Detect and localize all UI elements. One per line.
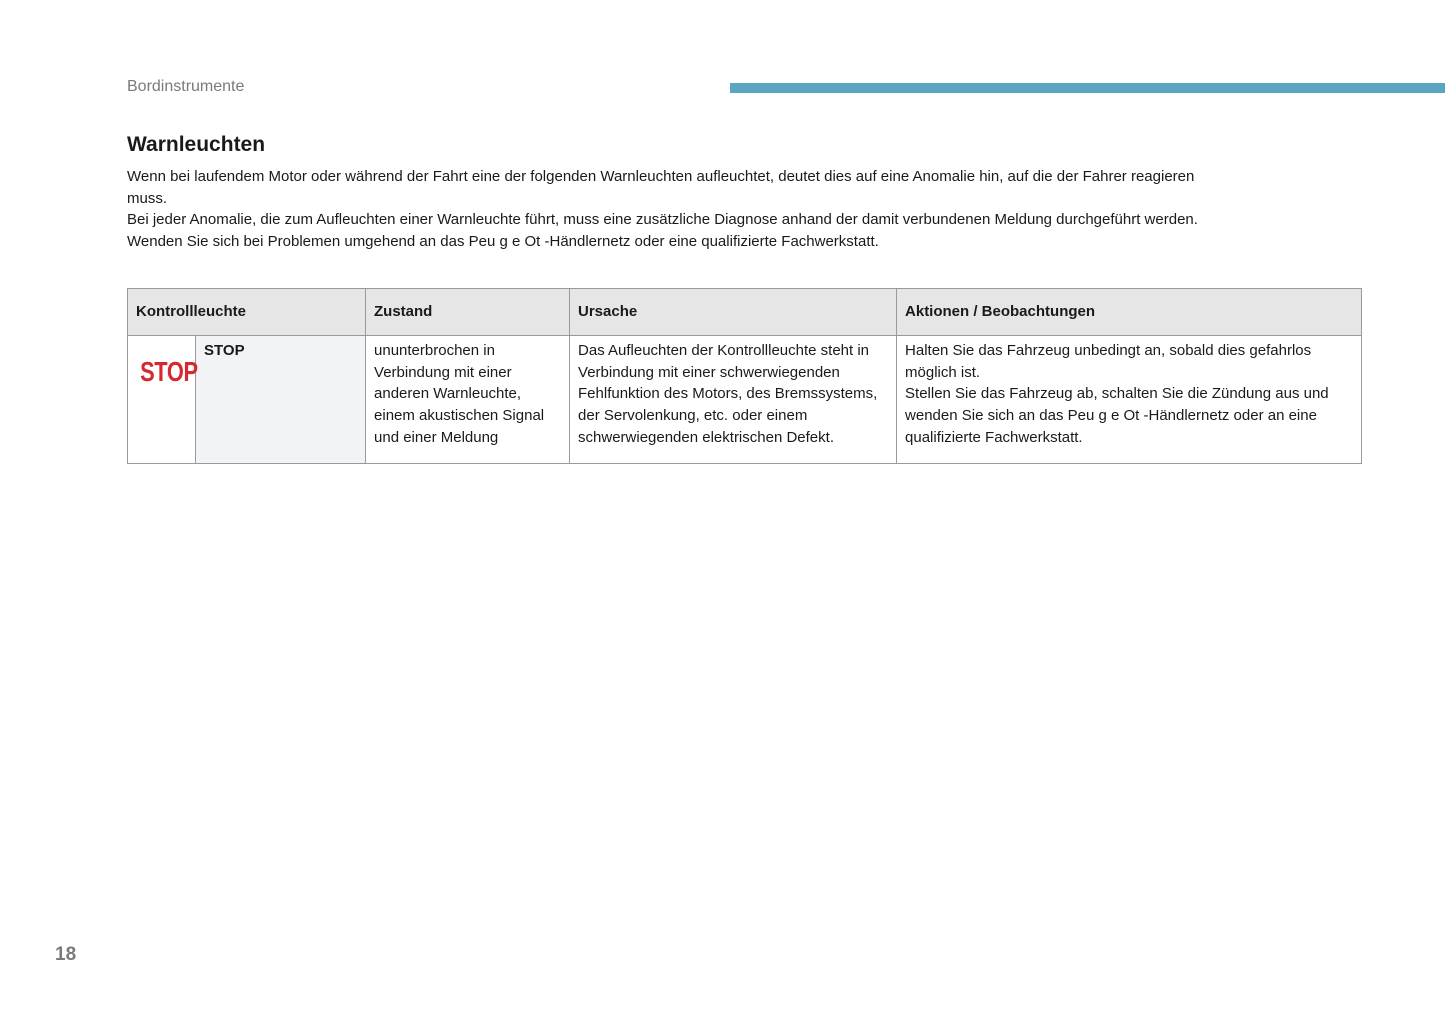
column-header-actions: Aktionen / Beobachtungen (897, 289, 1362, 336)
section-label: Bordinstrumente (127, 78, 245, 95)
page-title: Warnleuchten (127, 133, 266, 156)
state-cell: ununterbrochen in Verbindung mit einer anderen Warnleuchte, einem akustischen Signal und einer Meldung (366, 336, 570, 464)
light-name-cell: STOP (196, 336, 366, 464)
intro-paragraph-2: Bei jeder Anomalie, die zum Aufleuchten einer Warnleuchte führt, muss eine zusätzliche Diagnose anhand der damit verbundenen Meldung durchgeführt werden. (127, 211, 1198, 229)
actions-text-1: Halten Sie das Fahrzeug unbedingt an, sobald dies gefahrlos möglich ist. (905, 342, 1312, 381)
column-header-light: Kontrollleuchte (128, 289, 366, 336)
light-icon-cell (128, 336, 196, 464)
page-number: 18 (55, 944, 77, 965)
table-header-row (128, 289, 1362, 336)
warning-lights-table (127, 288, 1362, 464)
column-header-cause: Ursache (570, 289, 897, 336)
actions-cell (897, 336, 1362, 464)
intro-paragraph-3: Wenden Sie sich bei Problemen umgehend an das Peu g e Ot -Händlernetz oder eine qualifizierte Fachwerkstatt. (127, 233, 879, 251)
column-header-state: Zustand (366, 289, 570, 336)
intro-text (127, 166, 1357, 253)
intro-paragraph-1: Wenn bei laufendem Motor oder während der Fahrt eine der folgenden Warnleuchten aufleuchtet, deutet dies auf eine Anomalie hin, auf die der Fahrer reagieren muss. (127, 168, 1195, 207)
table-row (128, 336, 1362, 464)
actions-text-2: Stellen Sie das Fahrzeug ab, schalten Sie die Zündung aus und wenden Sie sich an das Peu g e Ot -Händlernetz oder an eine qualifizierte Fachwerkstatt. (905, 385, 1329, 446)
cause-cell: Das Aufleuchten der Kontrollleuchte steht in Verbindung mit einer schwerwiegenden Fehlfunktion des Motors, des Bremssystems, der Servolenkung, etc. oder einem schwerwiegenden elektrischen Defekt. (570, 336, 897, 464)
stop-warning-icon: STOP (140, 356, 198, 387)
header-accent-bar (730, 83, 1445, 93)
